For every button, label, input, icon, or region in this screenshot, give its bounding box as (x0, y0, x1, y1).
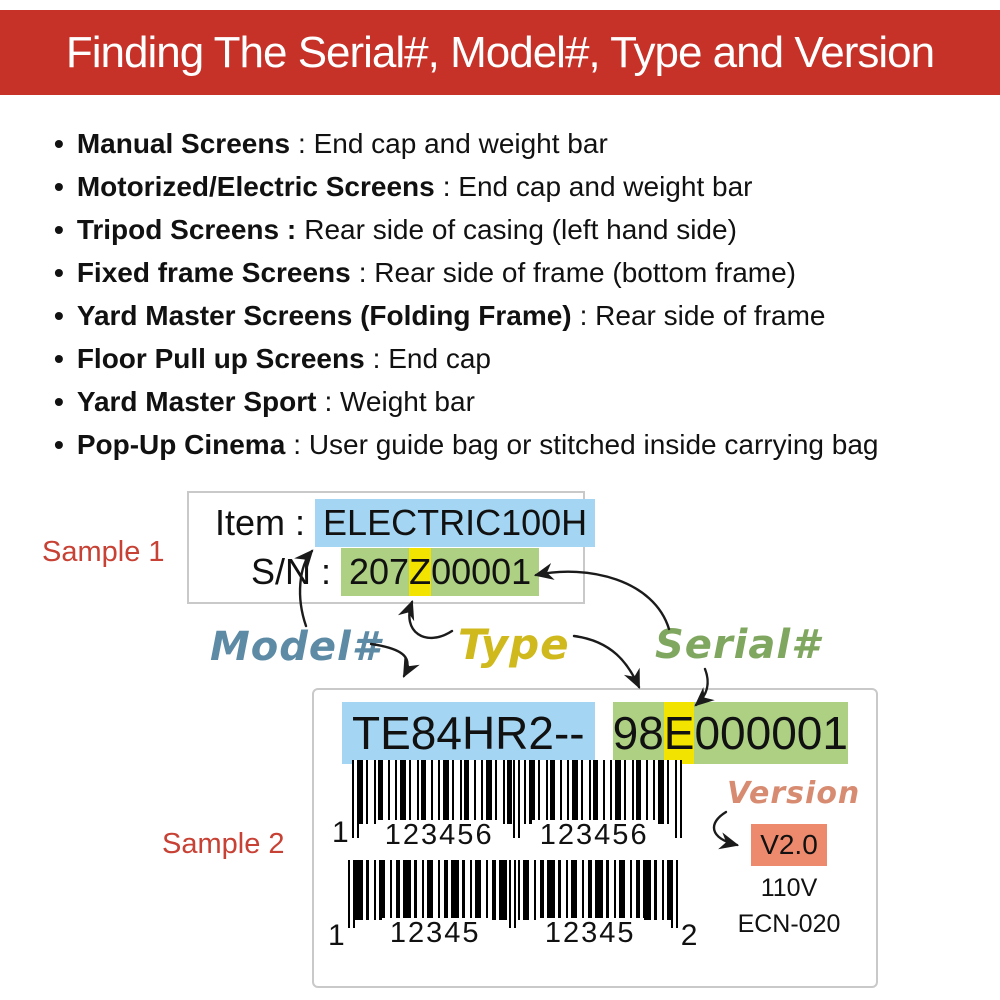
ecn-text: ECN-020 (737, 910, 841, 938)
barcode-guard-left (348, 860, 355, 928)
item-location: : User guide bag or stitched inside carrying bag (293, 428, 879, 460)
sample1-label-box (187, 491, 588, 604)
list-item (54, 380, 984, 423)
item-location: : Weight bar (324, 385, 475, 417)
version-annotation: Version (727, 776, 861, 811)
model-number-highlight: ELECTRIC100H (315, 499, 595, 547)
item-category: • Motorized/Electric Screens (76, 170, 435, 202)
sample1-caption: Sample 1 (42, 536, 165, 568)
model-number-highlight: TE84HR2-- (342, 702, 595, 764)
item-category: • Yard Master Screens (Folding Frame) (76, 299, 572, 331)
barcode1-lead-digit: 1 (332, 816, 349, 849)
barcode-guard-left (352, 760, 359, 838)
barcode2-group1: 12345 (382, 918, 489, 950)
sample1-item-line (215, 499, 595, 547)
barcode2-lead-digit: 1 (328, 919, 345, 952)
serial-number-highlight (613, 702, 848, 764)
serial-suffix: 00001 (431, 548, 539, 596)
item-category: • Fixed frame Screens (76, 256, 351, 288)
list-item (54, 337, 984, 380)
barcode1-group1: 123456 (377, 820, 502, 852)
serial-number-highlight (341, 548, 539, 596)
barcode2-group2: 12345 (537, 918, 644, 950)
barcode-2 (328, 860, 697, 955)
item-location: : Rear side of frame (579, 299, 826, 331)
item-category: • Floor Pull up Screens (76, 342, 365, 374)
barcode-1 (332, 760, 682, 852)
barcode1-group2: 123456 (532, 820, 657, 852)
item-location: : End cap (372, 342, 491, 374)
list-item (54, 251, 984, 294)
barcode-guard-right (675, 760, 682, 838)
type-char-highlight: Z (409, 548, 431, 596)
item-location: : End cap and weight bar (298, 127, 608, 159)
type-char-highlight: E (664, 702, 695, 764)
sample2-code-line (342, 702, 848, 764)
barcode2-trail-digit: 2 (680, 919, 698, 952)
item-location: : End cap and weight bar (442, 170, 753, 202)
item-category: • Pop-Up Cinema (76, 428, 286, 460)
sample1-sn-line (251, 548, 539, 596)
location-list (54, 122, 984, 466)
serial-suffix: 000001 (694, 702, 848, 764)
item-label: Item : (215, 502, 306, 543)
item-category: • Manual Screens (76, 127, 291, 159)
barcode-guard-right (671, 860, 678, 928)
list-item (54, 423, 984, 466)
version-value-highlight: V2.0 (751, 824, 827, 866)
item-category: • Yard Master Sport (76, 385, 317, 417)
arrow-type-to-sample1 (409, 602, 452, 638)
arrow-type-to-sample2 (574, 636, 639, 687)
list-item (54, 208, 984, 251)
item-location: Rear side of casing (left hand side) (304, 213, 737, 245)
serial-annotation: Serial# (655, 622, 820, 668)
voltage-text: 110V (760, 874, 818, 902)
sn-label: S/N : (251, 551, 332, 592)
serial-prefix: 98 (613, 702, 664, 764)
header-banner (0, 10, 1000, 95)
item-category: • Tripod Screens : (76, 213, 297, 245)
barcode2-bars (348, 860, 678, 955)
page-title: Finding The Serial#, Model#, Type and Version (65, 27, 935, 77)
barcode1-bars (352, 760, 682, 852)
list-item (54, 165, 984, 208)
item-location: : Rear side of frame (bottom frame) (358, 256, 796, 288)
type-annotation: Type (458, 620, 570, 669)
list-item (54, 294, 984, 337)
sample2-caption: Sample 2 (162, 828, 285, 860)
sample2-label-box (312, 688, 878, 988)
list-item (54, 122, 984, 165)
serial-prefix: 207 (341, 548, 409, 596)
model-annotation: Model# (210, 624, 381, 670)
